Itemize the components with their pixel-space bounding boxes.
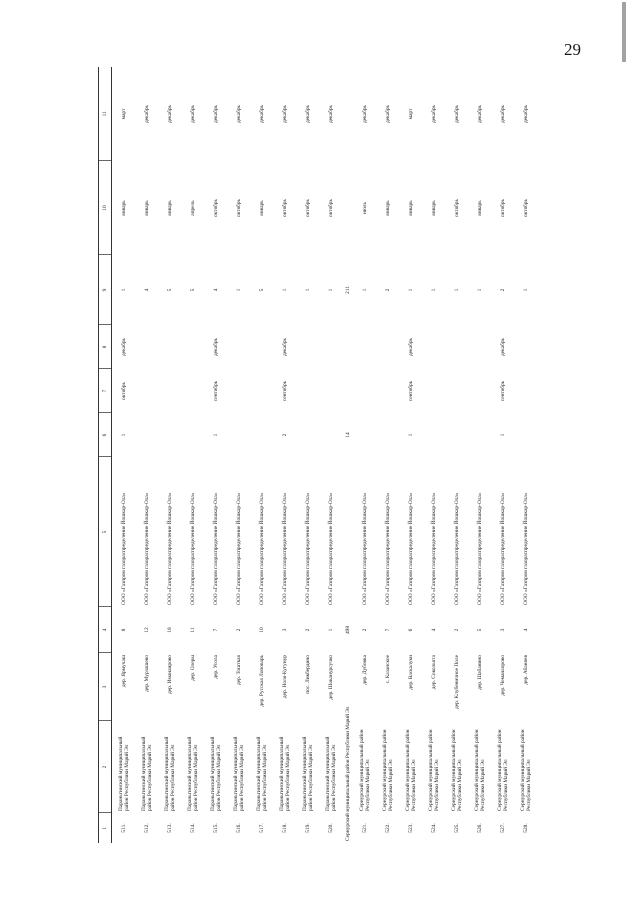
col7-month-cell <box>446 369 469 413</box>
col10-month-cell: апрель <box>189 200 196 216</box>
district-cell: Параньгинский муниципальный район Республики Марий Эл <box>117 736 130 811</box>
col4-value-cell: 11 <box>189 627 196 633</box>
row-number-cell: 526. <box>477 823 484 833</box>
col9-value-cell: 1 <box>408 288 415 292</box>
col10-month-cell: октябрь <box>304 199 311 217</box>
row-number-cell: 528. <box>523 823 530 833</box>
organization-cell: ООО «Газпром газораспределение Йошкар-Ола» <box>408 492 415 605</box>
col4-value-cell: 7 <box>385 628 392 632</box>
col10-month-cell: январь <box>408 200 415 216</box>
col8-month-cell <box>469 325 492 369</box>
col7-month-cell <box>296 369 319 413</box>
col9-value-cell: 1 <box>523 288 530 292</box>
district-cell: Параньгинский муниципальный район Республики Марий Эл <box>301 736 314 811</box>
col7-month-cell: сентябрь <box>408 380 415 402</box>
col10-month-cell: январь <box>477 200 484 216</box>
table-row <box>354 67 377 843</box>
district-cell: Сернурский муниципальный район Республики Марий Эл <box>405 729 418 811</box>
col7-month-cell <box>227 369 250 413</box>
col9-value-cell: 1 <box>362 288 369 292</box>
row-number-cell: 514. <box>189 823 196 833</box>
col4-value-cell: 2 <box>235 628 242 632</box>
page-number: 29 <box>564 40 581 59</box>
col8-month-cell <box>377 325 400 369</box>
district-cell: Сернурский муниципальный район Республики Марий Эл <box>451 729 464 811</box>
col6-value-cell: 1 <box>120 433 127 437</box>
row-number-cell: 512. <box>143 823 150 833</box>
col7-month-cell <box>469 369 492 413</box>
settlement-cell: дер. Васкалуки <box>408 655 415 690</box>
col11-month-cell: декабрь <box>454 105 461 123</box>
table-row <box>469 67 492 843</box>
district-cell: Параньгинский муниципальный район Республики Марий Эл <box>140 736 153 811</box>
col9-value-cell: 5 <box>258 288 265 292</box>
column-number-header: 1 <box>99 813 112 843</box>
col9-value-cell: 5 <box>189 288 196 292</box>
col8-month-cell: декабрь <box>408 338 415 356</box>
organization-cell: ООО «Газпром газораспределение Йошкар-Ола» <box>143 492 150 605</box>
rotated-table-container <box>98 67 538 843</box>
col9-value-cell: 1 <box>281 288 288 292</box>
col9-value-cell: 1 <box>304 288 311 292</box>
settlement-cell: с. Казанское <box>385 655 392 684</box>
col7-month-cell: сентябрь <box>500 380 507 402</box>
subtotal-empty-cell <box>342 67 354 255</box>
col7-month-cell <box>158 369 181 413</box>
col8-month-cell <box>135 325 158 369</box>
district-cell: Сернурский муниципальный район Республики Марий Эл <box>382 729 395 811</box>
col4-value-cell: 4 <box>431 628 438 632</box>
col6-value-cell <box>354 413 377 457</box>
row-number-cell: 517. <box>258 823 265 833</box>
col11-month-cell: декабрь <box>258 105 265 123</box>
col8-month-cell <box>158 325 181 369</box>
subtotal-empty-cell <box>342 325 354 413</box>
gasification-schedule-table <box>98 67 538 843</box>
col6-value-cell <box>446 413 469 457</box>
row-number-cell: 522. <box>385 823 392 833</box>
col6-value-cell: 1 <box>212 433 219 437</box>
col8-month-cell <box>250 325 273 369</box>
col10-month-cell: октябрь <box>454 199 461 217</box>
col7-month-cell <box>250 369 273 413</box>
settlement-cell: дер. Абаняев <box>523 655 530 685</box>
organization-cell: ООО «Газпром газораспределение Йошкар-Ола» <box>304 492 311 605</box>
scan-edge-mark <box>622 2 626 62</box>
col6-value-cell <box>469 413 492 457</box>
settlement-cell: дер. Шабанино <box>477 655 484 690</box>
col6-value-cell <box>250 413 273 457</box>
row-number-cell: 520. <box>327 823 334 833</box>
col11-month-cell: декабрь <box>304 105 311 123</box>
organization-cell: ООО «Газпром газораспределение Йошкар-Ола» <box>120 492 127 605</box>
col6-value-cell: 1 <box>408 433 415 437</box>
organization-cell: ООО «Газпром газораспределение Йошкар-Ола» <box>166 492 173 605</box>
col8-month-cell <box>515 325 538 369</box>
col11-month-cell: март <box>408 108 415 120</box>
organization-cell: ООО «Газпром газораспределение Йошкар-Ола» <box>385 492 392 605</box>
col8-month-cell <box>446 325 469 369</box>
col6-value-cell <box>158 413 181 457</box>
settlement-cell: дер. Дубовка <box>362 655 369 685</box>
column-number-header: 7 <box>99 369 112 413</box>
row-number-cell: 521. <box>362 823 369 833</box>
col6-value-cell <box>377 413 400 457</box>
settlement-cell: дер. Клубеничное Поле <box>454 655 461 709</box>
district-subtotal-label: Сернурский муниципальный район Республики Марий Эл <box>345 706 352 841</box>
table-row <box>296 67 319 843</box>
col11-month-cell: декабрь <box>166 105 173 123</box>
settlement-cell: дер. Тошткая <box>235 655 242 686</box>
col9-value-cell: 1 <box>235 288 242 292</box>
organization-cell: ООО «Газпром газораспределение Йошкар-Ола» <box>500 492 507 605</box>
col6-value-cell <box>423 413 446 457</box>
column-number-header: 3 <box>99 653 112 721</box>
col8-month-cell <box>319 325 342 369</box>
table-row <box>423 67 446 843</box>
col8-month-cell <box>181 325 204 369</box>
col9-value-cell: 4 <box>143 288 150 292</box>
settlement-cell: дер. Чеманаорово <box>500 655 507 696</box>
table-body <box>112 67 539 843</box>
col8-month-cell: декабрь <box>500 338 507 356</box>
district-cell: Параньгинский муниципальный район Республики Марий Эл <box>232 736 245 811</box>
col11-month-cell: декабрь <box>235 105 242 123</box>
col6-value-cell <box>135 413 158 457</box>
col10-month-cell: октябрь <box>327 199 334 217</box>
column-number-header: 6 <box>99 413 112 457</box>
col9-value-cell: 4 <box>212 288 219 292</box>
col9-value-cell: 2 <box>385 288 392 292</box>
organization-cell: ООО «Газпром газораспределение Йошкар-Ола» <box>235 492 242 605</box>
col11-month-cell: декабрь <box>143 105 150 123</box>
col10-month-cell: июль <box>362 202 369 214</box>
settlement-cell: дер. Русская Лоповарь <box>258 655 265 707</box>
col4-value-cell: 8 <box>120 628 127 632</box>
col7-month-cell: сентябрь <box>281 380 288 402</box>
row-number-cell: 515. <box>212 823 219 833</box>
col7-month-cell: сентябрь <box>212 380 219 402</box>
col9-value-cell: 1 <box>120 288 127 292</box>
col9-value-cell: 1 <box>477 288 484 292</box>
col7-month-cell <box>354 369 377 413</box>
organization-cell: ООО «Газпром газораспределение Йошкар-Ола» <box>431 492 438 605</box>
col6-value-cell: 2 <box>281 433 288 437</box>
col10-month-cell: октябрь <box>212 199 219 217</box>
column-number-header: 4 <box>99 607 112 653</box>
column-number-header-row <box>99 67 112 843</box>
col6-value-cell <box>296 413 319 457</box>
col11-month-cell: декабрь <box>189 105 196 123</box>
district-subtotal-row <box>342 67 354 843</box>
col8-month-cell: декабрь <box>120 338 127 356</box>
col10-month-cell: январь <box>143 200 150 216</box>
table-row <box>377 67 400 843</box>
settlement-cell: пос. Ликбердино <box>304 655 311 694</box>
district-cell: Сернурский муниципальный район Республики Марий Эл <box>497 729 510 811</box>
col4-value-cell: 3 <box>281 628 288 632</box>
col8-month-cell: декабрь <box>212 338 219 356</box>
col10-month-cell: январь <box>258 200 265 216</box>
organization-cell: ООО «Газпром газораспределение Йошкар-Ола» <box>327 492 334 605</box>
settlement-cell: дер. Усола <box>212 655 219 679</box>
col9-value-cell: 5 <box>166 288 173 292</box>
column-number-header: 5 <box>99 457 112 607</box>
district-cell: Параньгинский муниципальный район Республики Марий Эл <box>163 736 176 811</box>
col9-value-cell: 2 <box>500 288 507 292</box>
col4-value-cell: 12 <box>143 627 150 633</box>
col10-month-cell: январь <box>166 200 173 216</box>
col6-value-cell: 1 <box>500 433 507 437</box>
col10-month-cell: октябрь <box>235 199 242 217</box>
column-number-header: 8 <box>99 325 112 369</box>
col4-value-cell: 1 <box>327 628 334 632</box>
col11-month-cell: декабрь <box>523 105 530 123</box>
district-cell: Параньгинский муниципальный район Республики Марий Эл <box>186 736 199 811</box>
col11-month-cell: декабрь <box>362 105 369 123</box>
col10-month-cell: январь <box>385 200 392 216</box>
row-number-cell: 523. <box>408 823 415 833</box>
organization-cell: ООО «Газпром газораспределение Йошкар-Ола» <box>523 492 530 605</box>
col9-value-cell: 1 <box>431 288 438 292</box>
table-row <box>446 67 469 843</box>
row-number-cell: 525. <box>454 823 461 833</box>
col6-value-cell <box>227 413 250 457</box>
col8-month-cell <box>423 325 446 369</box>
settlement-cell: дер. Шоканурсучко <box>327 655 334 700</box>
col8-month-cell <box>227 325 250 369</box>
organization-cell: ООО «Газпром газораспределение Йошкар-Ола» <box>258 492 265 605</box>
district-cell: Сернурский муниципальный район Республики Марий Эл <box>520 729 533 811</box>
col7-month-cell <box>515 369 538 413</box>
settlement-cell: дер. Ноля-Кугунур <box>281 655 288 699</box>
organization-cell: ООО «Газпром газораспределение Йошкар-Ола» <box>189 492 196 605</box>
subtotal-col4-cell: 498 <box>345 625 352 635</box>
organization-cell: ООО «Газпром газораспределение Йошкар-Ола» <box>362 492 369 605</box>
district-cell: Сернурский муниципальный район Республики Марий Эл <box>474 729 487 811</box>
col7-month-cell: октябрь <box>120 382 127 400</box>
col11-month-cell: декабрь <box>477 105 484 123</box>
col4-value-cell: 4 <box>523 628 530 632</box>
district-cell: Параньгинский муниципальный район Республики Марий Эл <box>324 736 337 811</box>
col8-month-cell: декабрь <box>281 338 288 356</box>
column-number-header: 11 <box>99 67 112 161</box>
col4-value-cell: 5 <box>477 628 484 632</box>
table-row <box>112 67 136 843</box>
row-number-cell: 519. <box>304 823 311 833</box>
col4-value-cell: 2 <box>362 628 369 632</box>
settlement-cell: дер. Олеры <box>189 655 196 681</box>
table-row <box>319 67 342 843</box>
row-number-cell: 513. <box>166 823 173 833</box>
col10-month-cell: январь <box>431 200 438 216</box>
col4-value-cell: 7 <box>212 628 219 632</box>
organization-cell: ООО «Газпром газораспределение Йошкар-Ола» <box>454 492 461 605</box>
col4-value-cell: 18 <box>166 627 173 633</box>
col7-month-cell <box>135 369 158 413</box>
column-number-header: 9 <box>99 255 112 325</box>
table-row <box>400 67 423 843</box>
col6-value-cell <box>319 413 342 457</box>
row-number-cell: 518. <box>281 823 288 833</box>
table-row <box>227 67 250 843</box>
col11-month-cell: март <box>120 108 127 120</box>
col6-value-cell <box>181 413 204 457</box>
organization-cell: ООО «Газпром газораспределение Йошкар-Ола» <box>212 492 219 605</box>
col7-month-cell <box>181 369 204 413</box>
col10-month-cell: январь <box>120 200 127 216</box>
col8-month-cell <box>354 325 377 369</box>
col8-month-cell <box>296 325 319 369</box>
col7-month-cell <box>423 369 446 413</box>
col6-value-cell <box>515 413 538 457</box>
table-row <box>273 67 296 843</box>
settlement-cell: дер. Ярмучаш <box>120 655 127 688</box>
subtotal-empty-cell <box>342 457 354 607</box>
table-row <box>181 67 204 843</box>
col4-value-cell: 6 <box>408 628 415 632</box>
organization-cell: ООО «Газпром газораспределение Йошкар-Ола» <box>477 492 484 605</box>
table-row <box>135 67 158 843</box>
col11-month-cell: декабрь <box>385 105 392 123</box>
table-row <box>250 67 273 843</box>
col11-month-cell: декабрь <box>431 105 438 123</box>
row-number-cell: 527. <box>500 823 507 833</box>
settlement-cell: дер. Мурзашево <box>143 655 150 692</box>
settlement-cell: дер. Сокольята <box>431 655 438 690</box>
district-cell: Параньгинский муниципальный район Республики Марий Эл <box>209 736 222 811</box>
col4-value-cell: 3 <box>500 628 507 632</box>
table-row <box>204 67 227 843</box>
subtotal-col6-cell: 14 <box>345 432 352 438</box>
column-number-header: 2 <box>99 721 112 813</box>
row-number-cell: 511. <box>120 823 127 833</box>
column-number-header: 10 <box>99 161 112 255</box>
col4-value-cell: 2 <box>454 628 461 632</box>
col11-month-cell: декабрь <box>327 105 334 123</box>
col9-value-cell: 1 <box>327 288 334 292</box>
col11-month-cell: декабрь <box>212 105 219 123</box>
col7-month-cell <box>377 369 400 413</box>
settlement-cell: дер. Иманаирово <box>166 655 173 694</box>
row-number-cell: 516. <box>235 823 242 833</box>
col10-month-cell: октябрь <box>500 199 507 217</box>
district-cell: Параньгинский муниципальный район Республики Марий Эл <box>255 736 268 811</box>
row-number-cell: 524. <box>431 823 438 833</box>
district-cell: Параньгинский муниципальный район Республики Марий Эл <box>278 736 291 811</box>
table-row <box>515 67 538 843</box>
col9-value-cell: 1 <box>454 288 461 292</box>
table-row <box>492 67 515 843</box>
col11-month-cell: декабрь <box>281 105 288 123</box>
col10-month-cell: октябрь <box>281 199 288 217</box>
district-cell: Сернурский муниципальный район Республики Марий Эл <box>359 729 372 811</box>
table-row <box>158 67 181 843</box>
col10-month-cell: октябрь <box>523 199 530 217</box>
subtotal-col9-cell: 211 <box>345 286 352 294</box>
district-cell: Сернурский муниципальный район Республики Марий Эл <box>428 729 441 811</box>
col4-value-cell: 2 <box>304 628 311 632</box>
col4-value-cell: 10 <box>258 627 265 633</box>
organization-cell: ООО «Газпром газораспределение Йошкар-Ола» <box>281 492 288 605</box>
col11-month-cell: декабрь <box>500 105 507 123</box>
col7-month-cell <box>319 369 342 413</box>
